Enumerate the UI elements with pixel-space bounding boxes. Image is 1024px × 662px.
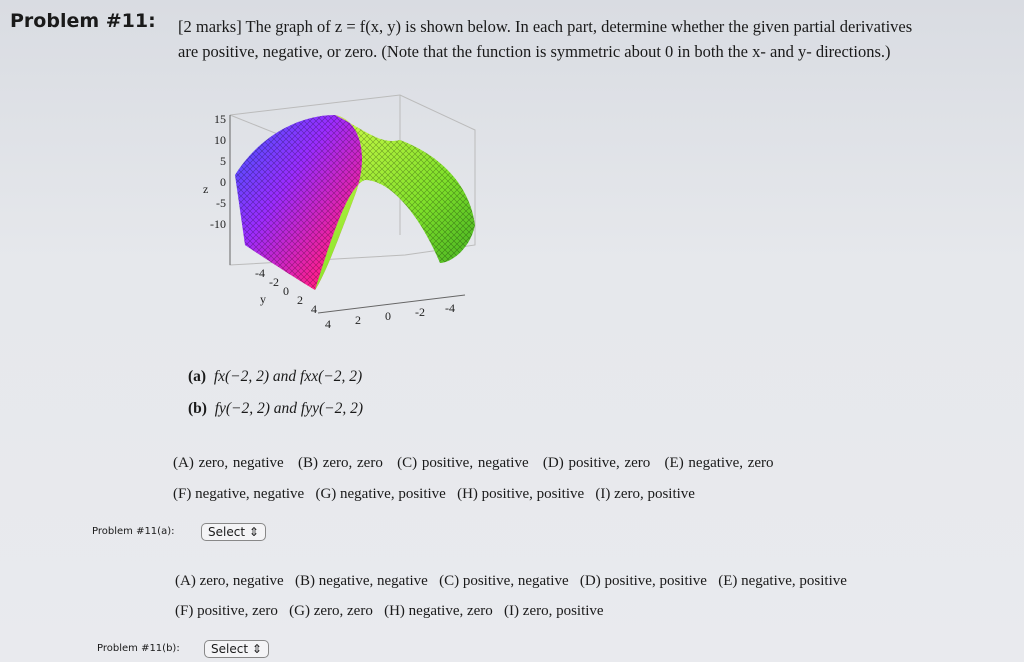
part-a-label: (a) — [188, 368, 207, 385]
choice: (I) zero, positive — [504, 603, 604, 619]
choice: (A) zero, negative — [173, 455, 284, 471]
z-axis-label: z — [203, 182, 209, 196]
choice: (E) negative, positive — [718, 573, 847, 589]
choices-a-row-2 — [173, 486, 695, 503]
y-tick-label: -2 — [269, 275, 279, 289]
choice: (G) zero, zero — [289, 603, 373, 619]
choice: (D) positive, positive — [579, 573, 707, 589]
choice: (F) negative, negative — [173, 486, 305, 502]
choice: (H) negative, zero — [384, 603, 493, 619]
z-tick-label: 5 — [220, 154, 226, 168]
y-tick-label: -4 — [255, 266, 265, 280]
statement-line-1: The graph of z = f(x, y) is shown below. In each part, determine whether the given partial derivatives — [245, 17, 913, 36]
part-b — [188, 400, 363, 418]
choice: (E) negative, zero — [664, 455, 774, 471]
answer-b-label: Problem #11(b): — [97, 643, 180, 654]
x-tick-label: -4 — [445, 301, 455, 315]
z-tick-label: 10 — [214, 133, 226, 147]
problem-title: Problem #11: — [10, 10, 156, 32]
y-tick-label: 2 — [297, 293, 303, 307]
choices-b-row-1 — [175, 573, 847, 590]
marks: [2 marks] — [178, 17, 242, 36]
statement-line-2: are positive, negative, or zero. (Note that the function is symmetric about 0 in both the x- and y- directions.) — [178, 42, 891, 61]
choice: (B) zero, zero — [297, 455, 383, 471]
choice: (G) negative, positive — [315, 486, 446, 502]
choice: (C) positive, negative — [397, 455, 529, 471]
choice: (A) zero, negative — [175, 573, 284, 589]
part-a-text: fx(−2, 2) and fxx(−2, 2) — [213, 368, 363, 385]
choice: (C) positive, negative — [439, 573, 569, 589]
choice: (F) positive, zero — [175, 603, 278, 619]
y-axis-label: y — [260, 292, 266, 306]
surface-plot — [190, 85, 510, 345]
x-tick-label: 4 — [325, 317, 331, 331]
part-b-text: fy(−2, 2) and fyy(−2, 2) — [214, 400, 364, 417]
answer-a-select[interactable]: Select ⇕ — [201, 523, 266, 541]
choices-a-row-1 — [173, 455, 774, 472]
part-b-label: (b) — [188, 400, 207, 417]
choice: (H) positive, positive — [457, 486, 585, 502]
x-tick-label: -2 — [415, 305, 425, 319]
answer-a-label: Problem #11(a): — [92, 526, 175, 537]
choice: (D) positive, zero — [542, 455, 651, 471]
part-a — [188, 368, 362, 386]
z-tick-label: -5 — [216, 196, 226, 210]
choices-b-row-2 — [175, 603, 604, 620]
y-tick-label: 4 — [311, 302, 317, 316]
choice: (B) negative, negative — [294, 573, 428, 589]
choice: (I) zero, positive — [595, 486, 695, 502]
y-tick-label: 0 — [283, 284, 289, 298]
z-tick-label: -10 — [210, 217, 226, 231]
z-tick-label: 15 — [214, 112, 226, 126]
z-tick-label: 0 — [220, 175, 226, 189]
answer-b-select[interactable]: Select ⇕ — [204, 640, 269, 658]
problem-statement — [178, 14, 912, 64]
x-tick-label: 2 — [355, 313, 361, 327]
x-tick-label: 0 — [385, 309, 391, 323]
